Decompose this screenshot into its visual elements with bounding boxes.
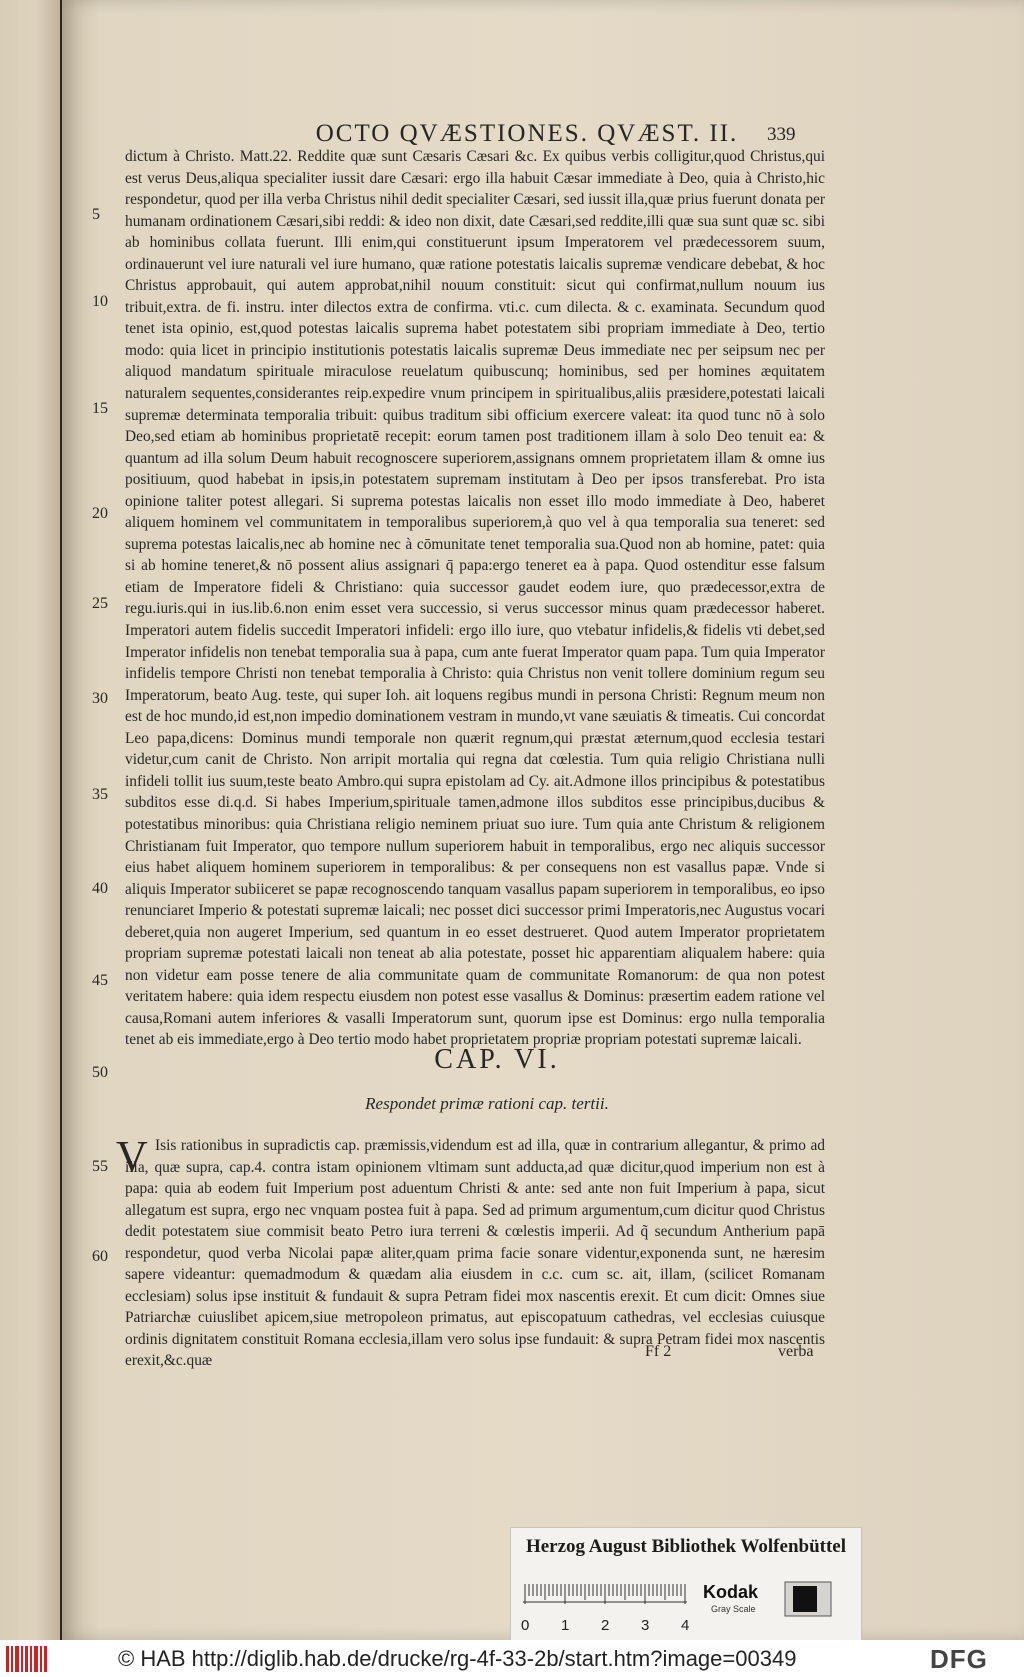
signature-mark: Ff 2 [645,1343,672,1360]
facing-page-edge [0,0,60,1640]
scale-number: 3 [641,1617,650,1634]
footer-source-link[interactable]: © HAB http://diglib.hab.de/drucke/rg-4f-33-2b/start.htm?image=00349 [118,1646,797,1671]
running-head: OCTO QVÆSTIONES. QVÆST. II. [315,120,739,147]
main-text: dictum à Christo. Matt.22. Reddite quæ sunt Cæsaris Cæsari &c. Ex quibus verbis colligitur,quod Christus,qui est verus Deus,aliqua specialiter iussit dare Cæsari: ergo illa habuit Cæsar immediate à Deo, quia à Christo,hic respondetur, quod per illa verba Christus nihil dedit specialiter Cæsari, sed iussit illa,quæ prius fuerunt donata per humanam ordinationem Cæsari,sibi reddi: & ideo non dixit, date Cæsari,sed reddite,illi quæ sua sunt quæ sc. sibi ab hominibus collata fuerunt. Illi enim,qui constituerunt ipsum Imperatorem vel prædecessorem suum, ordinauerunt vel iure naturali vel iure humano, quæ ratione potestatis laicalis supremæ vendicare debebat, & hoc Christus approbauit, qui autem approbat,nihil nouum constituit: sicut qui confirmat,nullum nouum ius tribuit,extra. de fi. instru. inter dilectos extra de confirma. vti.c. cum dilecta. & c. examinata. Secundum quod tenet ista opinio, est,quod potestas laicalis suprema habet potestatem sibi propriam immediate à Deo, tertio modo: quia licet in principio institutionis potestatis laicalis supremæ Deus immediate nec per seipsum nec per aliquod mandatum spirituale miraculose reuelatum quibuscunq; hominibus, sed per homines æquitatem naturalem sequentes,considerantes reip.expedire vnum principem in spiritualibus,aliis præsidere,potestati laicali supremæ determinata temporalia tribuit: quibus traditum sibi officium exercere valeat: ita quod tunc nō à solo Deo,sed etiam ab hominibus proprietatē recepit: eorum tamen post traditionem illam à solo Deo tenuit ea: & quantum ad illa solum Deum habuit recognoscere superiorem,assignans omnem proprietatem illam & omne ius positiuum, quod habebat in ipsis,in potestatem supremam institutam à Deo per ipsos transferebat. Pro ista opinione taliter potest allegari. Si suprema potestas laicalis non esset illo modo immediate à Deo, haberet aliquem hominem vel communitatem in temporalibus superiorem,à quo vel à qua temporalia sua teneret: sed suprema potestas laicalis,nec ab homine nec à cōmunitate tenet temporalia sua.Quod non ab homine, patet: quia si ab homine teneret,& nō possent alius assignari q̄ papa:ergo teneret ea à papa. Quod ostenditur esse falsum etiam de Imperatore fideli & Christiano: quia successor gaudet eodem iure, quo prædecessor,extra de regu.iuris.qui in ius.lib.6.non enim esset vera successio, si verus successor minus quam prædecessor haberet. Imperatori autem fidelis succedit Imperatori infideli: ergo illo iure, quo vtebatur infidelis,& fidelis vti debet,sed Imperator infidelis non tenebat temporalia sua à papa, cum ante fuerat Imperator quam papa. Tum quia Imperator infidelis tempore Christi non tenebat temporalia à Christo: quia Christus non venit tollere dominium regum seu Imperatorum, beato Aug. teste, qui super Ioh. ait loquens regibus mundi in persona Christi: Regnum meum non est de hoc mundo,id est,non impedio dominationem vestram in mundo,vt vane sæuiatis & timeatis. Cui concordat Leo papa,dicens: Dominus mundi temporale non quærit regnum,qui præstat æternum,quod ecclesia testari videtur,cum canit de Christo. Non arripit mortalia qui regna dat cœlestia. Tum quia religio Christiana nulli infideli tollit ius suum,teste beato Ambro.qui supra epistolam ad Cy. ait.Admone illos principibus & potestatibus subditos esse di.q.d. Si habes Imperium,spirituale tamen,admone illos subditos esse principibus,ducibus & potestatibus minoribus: quia Christiana religio neminem priuat suo iure. Tum quia ante Christum & religionem Christianam fuit Imperator, quo tempore nullum superiorem habuit in temporalibus, ergo nec aliquis successor eius habet aliquem hominem superiorem in temporalibus: & per consequens non est vasallus papæ. Vnde si aliquis Imperator subiiceret se papæ recognoscendo tanquam vasallus papam superiorem in temporalibus, eo ipso renunciaret Imperio & potestati supremæ laicali; nec posset dici successor primi Imperatoris,nec Augustus vocari deberet,quia non augeret Imperium, sed quantum in eo esset destrueret. Quod autem Imperator proprietatem propriam supremæ potestati laicali non teneat ab alia potestate, posset hic apparentiam aliqualem habere: quia non videtur eam posse tenere de alia communitate quam de communitate Romanorum: de qua non potest veritatem habere: quia idem respectu eiusdem non potest esse vasallus & Dominus: præsertim eadem ratione vel causa,Romani autem inferiores & vasalli Imperatorum sunt, quorum ipse est Dominus: ergo nulla temporalia tenet ab eis immediate,ergo à Deo tertio modo habet proprietatem propriæ propriam potestati supremæ laicali. [125,148,825,1049]
library-name: Herzog August Bibliothek Wolfenbüttel [525,1536,847,1557]
kodak-brand: Kodak [703,1582,759,1602]
line-number: 10 [92,293,108,310]
chapter-subtitle: Respondet primæ rationi cap. tertii. [365,1094,609,1113]
line-number: 40 [92,880,108,897]
line-number: 35 [92,786,108,803]
scale-number: 0 [521,1617,530,1634]
line-number: 45 [92,972,108,989]
line-number: 60 [92,1248,108,1265]
line-number: 50 [92,1064,108,1081]
chapter-text: Isis rationibus in supradictis cap. præmissis,videndum est ad illa, quæ in contrarium allegantur, & primo ad illa, quæ supra, cap.4. contra istam opinionem vltimam sunt adducta,ad quæ dicitur,quod imperium non est à papa: quia ab eodem fuit Imperium post aduentum Christi & ante: sed ante non fuit Imperium à papa, sicut allegatum est supra, ergo nec vnquam postea fuit à papa. Sed ad primum argumentum,cum dicitur quod Christus dedit potestatem siue commisit beato Petro iura terreni & cœlestis imperii. Ad q̃ secundum Antherium papā respondetur, quod verba Nicolai papæ aliter,quam prima facie sonare videntur,exponenda sunt, ne hæresim sapere videantur: quemadmodum & quædam alia eiusdem in c.c. cum sc. ait, illam, (scilicet Romanam ecclesiam) solus ipse instituit & fundauit & supra Petram fidei mox nascentis erexit. Et cum dicit: Omnes siue Patriarchæ cuiuslibet apicem,siue metropoleon primatus, aut episcopatuum cathedras, vel ecclesias cuiusque ordinis dignitatem constituit Romana ecclesia,illam vero solus ipse fundauit: & supra Petram fidei mox nascentis erexit,&c.quæ [125,1137,825,1370]
line-number: 55 [92,1158,108,1175]
page-number: 339 [767,124,796,145]
scale-number: 2 [601,1617,610,1634]
kodak-subtitle: Gray Scale [711,1604,756,1614]
dfg-logo: DFG [930,1644,988,1674]
chapter-heading: CAP. VI. [434,1044,560,1075]
drop-cap: V [116,1132,148,1181]
line-number: 30 [92,690,108,707]
footer-bar [0,1640,1024,1677]
line-number: 25 [92,595,108,612]
barcode-icon [6,1646,50,1672]
line-number: 20 [92,505,108,522]
gray-scale-target [517,1570,855,1634]
scale-number: 4 [681,1617,690,1634]
line-number: 15 [92,400,108,417]
catchword: verba [778,1343,814,1360]
line-number: 5 [92,206,100,223]
library-card [510,1527,862,1641]
book-page [62,0,1024,1640]
scale-number: 1 [561,1617,570,1634]
